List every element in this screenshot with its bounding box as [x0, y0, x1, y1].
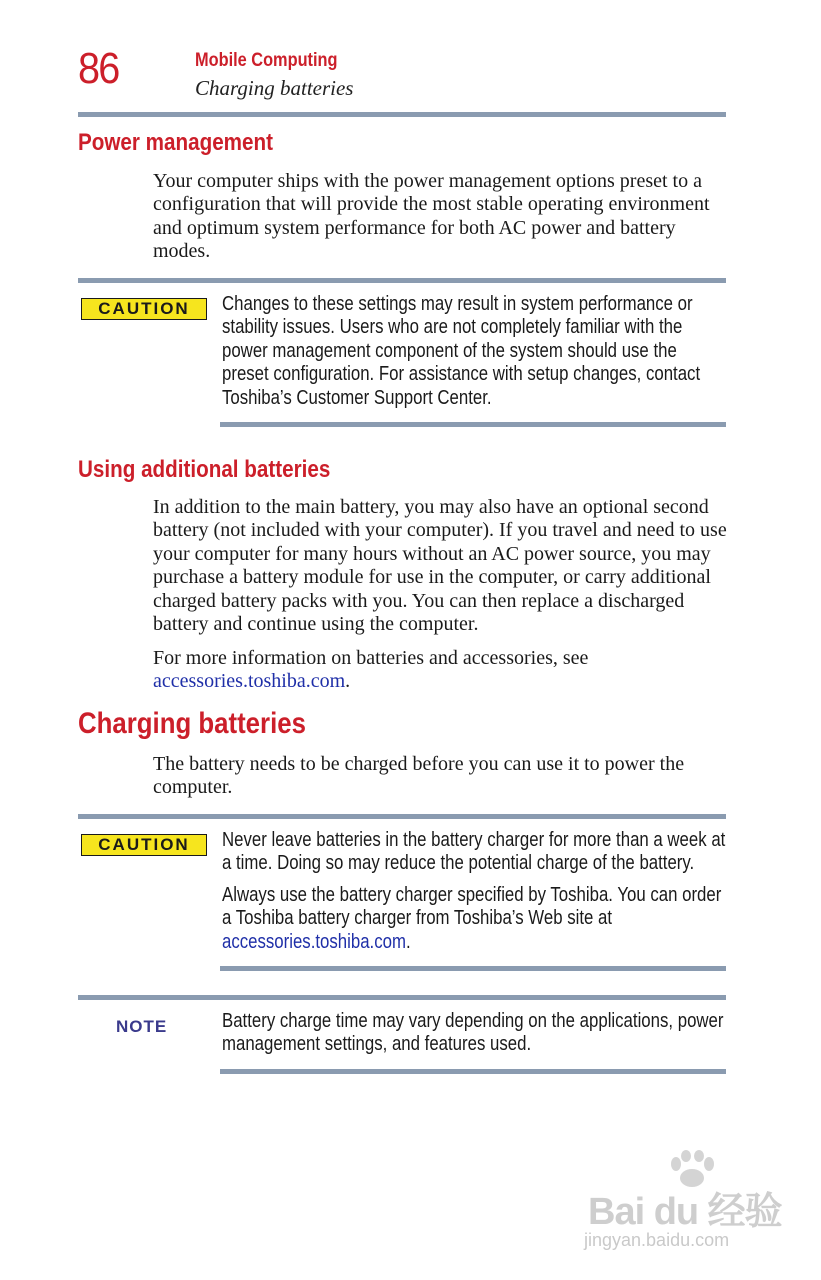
- more-info-text: For more information on batteries and accessories, see: [153, 647, 589, 669]
- header-rule: [78, 112, 726, 117]
- caution-text-2: [222, 884, 726, 954]
- watermark-url: jingyan.baidu.com: [584, 1230, 730, 1250]
- charging-batteries-heading: Charging batteries: [78, 707, 306, 740]
- accessories-link[interactable]: accessories.toshiba.com: [153, 670, 346, 693]
- page-number: 86: [78, 44, 119, 93]
- note-text: Battery charge time may vary depending on the applications, power management settings, and features used.: [222, 1010, 724, 1056]
- caution-accessories-link[interactable]: accessories.toshiba.com: [222, 930, 406, 953]
- charging-body: The battery needs to be charged before you can use it to power the computer.: [153, 753, 685, 799]
- caution-bottom-rule: [220, 422, 726, 427]
- note-top-rule: [78, 995, 726, 1000]
- caution-text-2-body: Always use the battery charger specified by Toshiba. You can order a Toshiba battery charger from Toshiba’s Web site at: [222, 884, 722, 930]
- caution2-bottom-rule: [220, 966, 726, 971]
- power-management-heading: Power management: [78, 129, 273, 156]
- additional-batteries-heading: Using additional batteries: [78, 456, 331, 483]
- additional-batteries-body: In addition to the main battery, you may also have an optional second battery (not included with your computer). If you travel and need to use your computer for many hours without an AC power source, you may purchase a battery module for use in the computer, or carry additional charged battery packs with you. You can then replace a discharged battery and continue using the computer.: [153, 496, 727, 636]
- caution-text: Changes to these settings may result in system performance or stability issues. Users who are not completely familiar with the power management component of the system should use the preset configuration. For assistance with setup changes, contact Toshiba’s Customer Support Center.: [222, 293, 701, 409]
- note-badge: NOTE: [116, 1017, 168, 1036]
- power-management-body: Your computer ships with the power management options preset to a configuration that will provide the most stable operating environment and optimum system performance for both AC power and battery modes.: [153, 170, 710, 263]
- caution2-top-rule: [78, 814, 726, 819]
- caution-top-rule: [78, 278, 726, 283]
- note-bottom-rule: [220, 1069, 726, 1074]
- more-info-paragraph: [153, 647, 733, 694]
- baidu-watermark: [582, 1150, 782, 1260]
- watermark-logo: Bai du 经验: [588, 1191, 782, 1233]
- caution-link-suffix: .: [405, 930, 411, 953]
- section-subtitle: Charging batteries: [195, 76, 354, 100]
- link-suffix: .: [345, 670, 351, 693]
- caution-text-1: Never leave batteries in the battery charger for more than a week at a time. Doing so may reduce the potential charge of the battery.: [222, 829, 726, 875]
- caution-badge: CAUTION: [81, 834, 207, 856]
- caution-badge: CAUTION: [81, 298, 207, 320]
- chapter-title: Mobile Computing: [195, 50, 338, 71]
